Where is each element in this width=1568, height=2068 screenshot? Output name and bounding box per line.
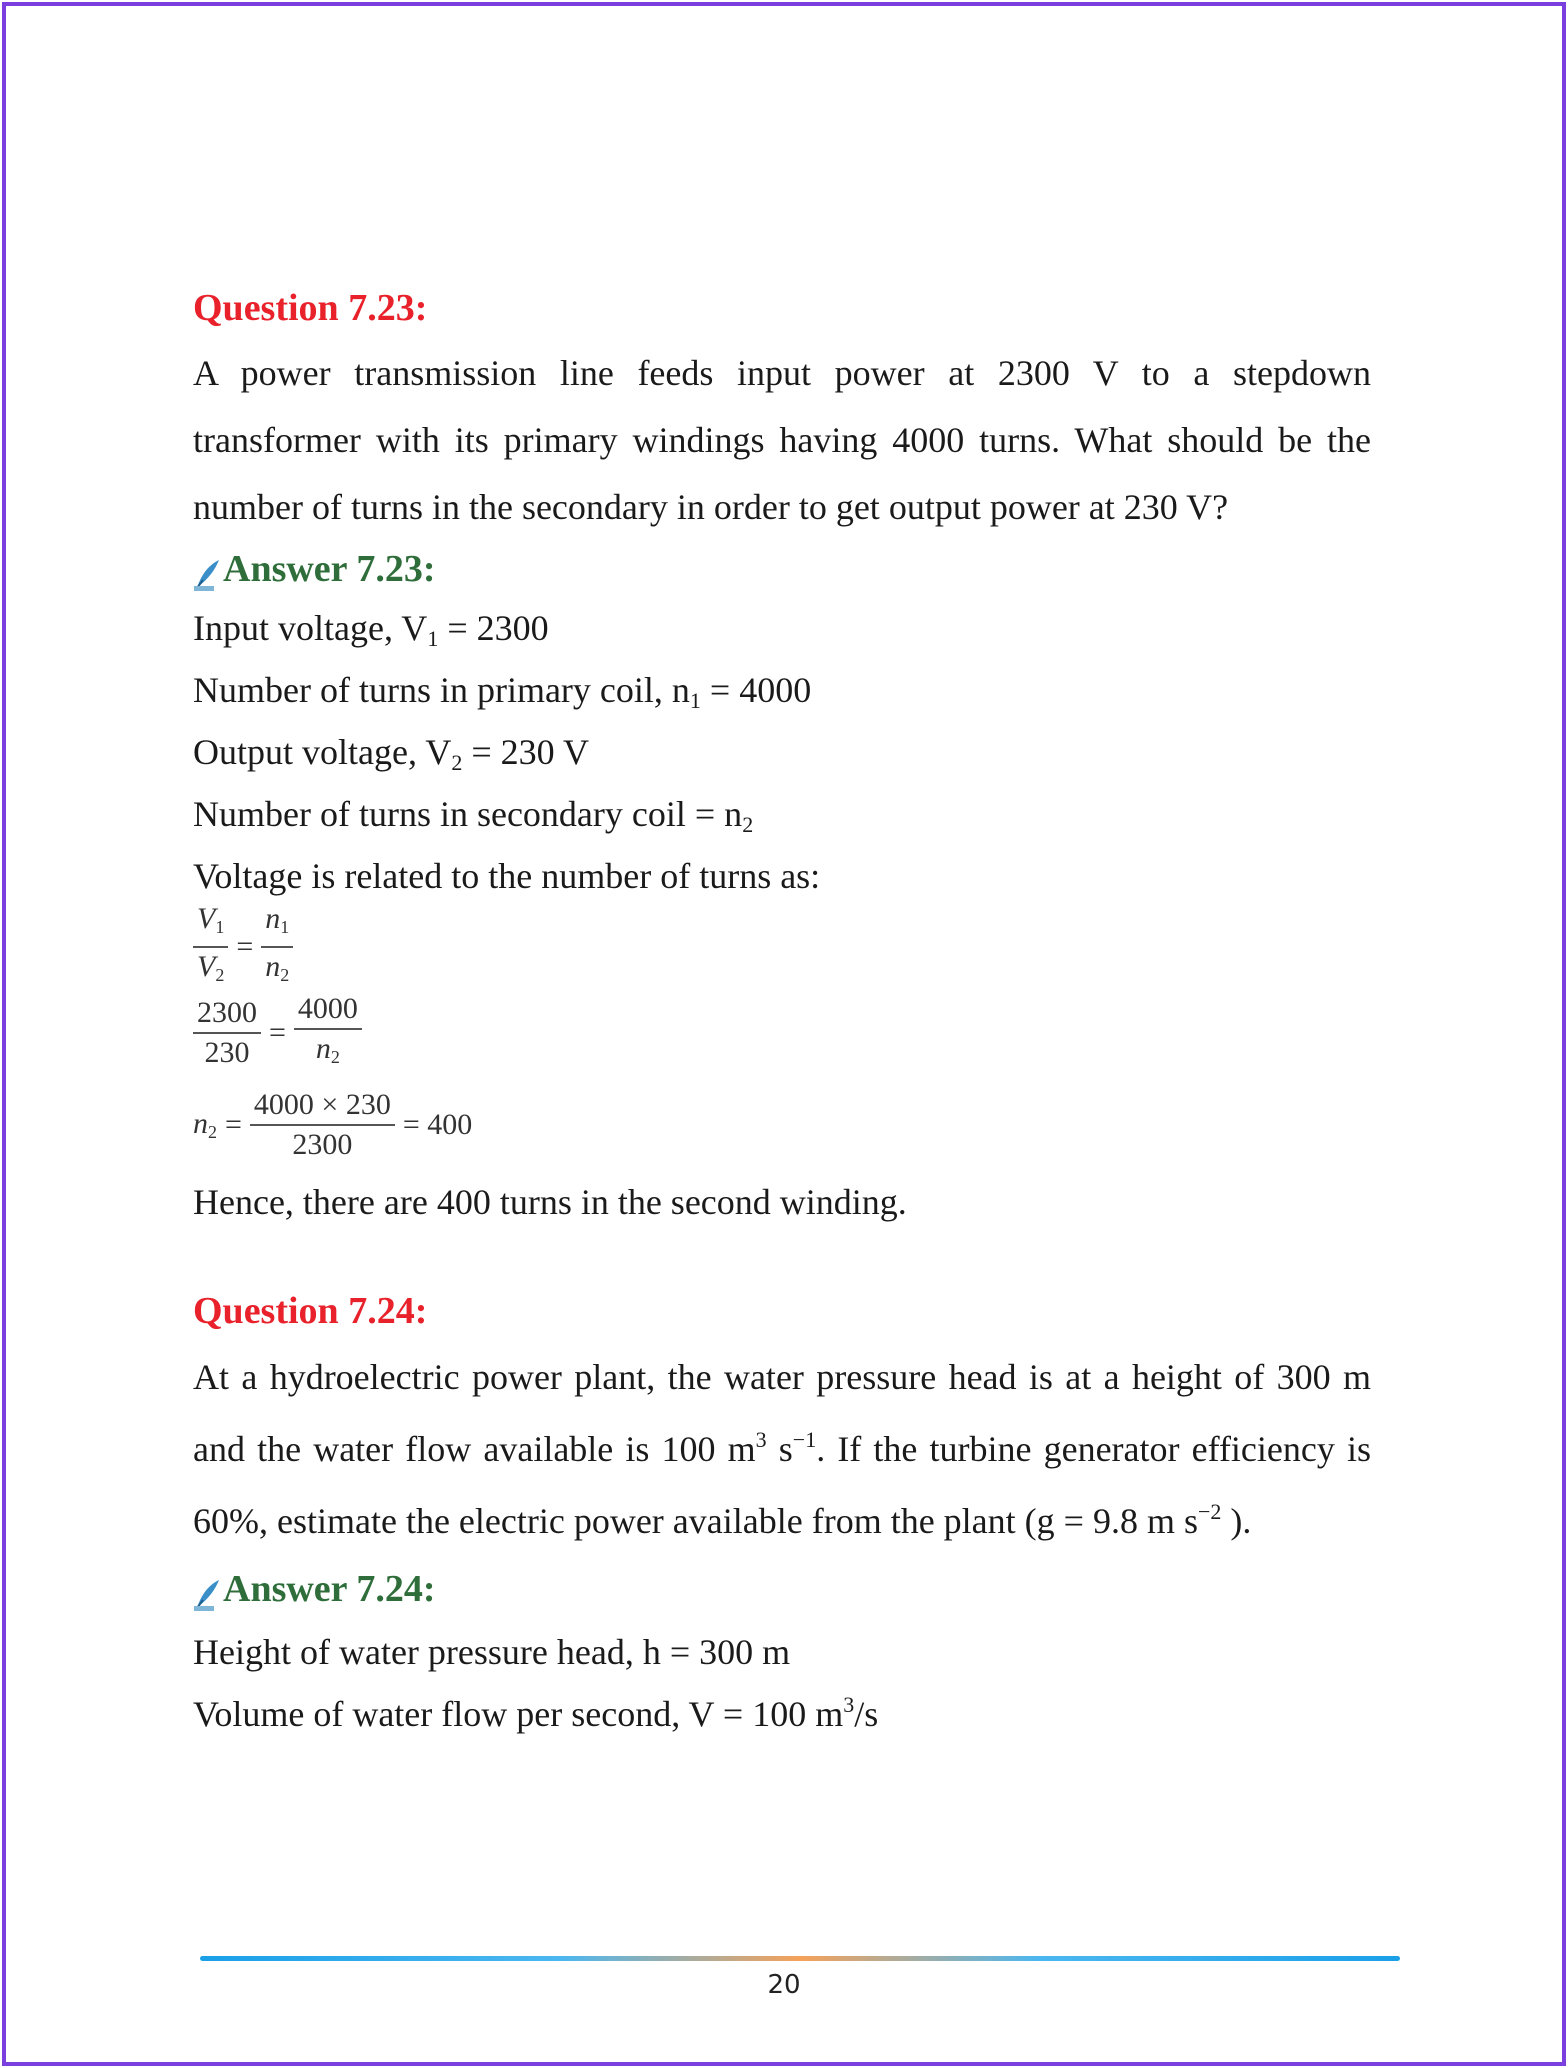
secondary-turns-line: Number of turns in secondary coil = $n_2$ bbox=[193, 794, 754, 837]
footer-divider bbox=[200, 1956, 1400, 1961]
page-content bbox=[193, 280, 1371, 1745]
solution-result: = 400 bbox=[402, 1108, 473, 1141]
primary-turns-line: Number of turns in primary coil, $n_1 = 4000$ bbox=[193, 670, 812, 713]
fraction-voltage-values: $\frac{2300}{230}$ bbox=[193, 994, 261, 1072]
page-number: 20 bbox=[767, 1970, 801, 2000]
answer-heading-row bbox=[193, 1561, 1371, 1617]
answer-heading-row bbox=[193, 541, 1371, 597]
solution-lhs: n2 bbox=[193, 1107, 217, 1142]
answer-heading: Answer 7.24: bbox=[223, 1568, 436, 1610]
output-voltage-line: Output voltage, $V_2 = 230$ V bbox=[193, 732, 589, 775]
equation-values: $\frac{2300}{230}$ = $\frac{4000}{n2}$ bbox=[193, 987, 1371, 1079]
fraction-turns-values: $\frac{4000}{n2}$ bbox=[294, 990, 362, 1076]
quill-pen-icon bbox=[193, 1572, 221, 1606]
conclusion-line: Hence, there are 400 turns in the second winding. bbox=[193, 1182, 907, 1222]
question-text: At a hydroelectric power plant, the water pressure head is at a height of 300 m and the water flow available is 100 $m^3$ $s^{-1}$. If the turbine generator efficiency is 60%, estimate the electric power available from the plant (g = 9.8 m $s^{-2}$ ). bbox=[193, 1357, 1371, 1541]
question-text: A power transmission line feeds input power at 2300 V to a stepdown transformer with its primary windings having 4000 turns. What should be the number of turns in the secondary in order to get output power at 230 V? bbox=[193, 353, 1371, 527]
equation-ratio: $\frac{V1}{V2}$ = $\frac{n1}{n2}$ bbox=[193, 907, 1371, 987]
question-heading: Question 7.24: bbox=[193, 1290, 428, 1332]
question-heading: Question 7.23: bbox=[193, 287, 428, 329]
fraction-voltage: $\frac{V1}{V2}$ bbox=[193, 900, 228, 994]
height-line: Height of water pressure head, h = 300 m bbox=[193, 1632, 791, 1672]
quill-pen-icon bbox=[193, 552, 221, 586]
answer-heading: Answer 7.23: bbox=[223, 548, 436, 590]
input-voltage-line: Input voltage, $V_1 = 2300$ bbox=[193, 608, 549, 651]
fraction-turns: $\frac{n1}{n2}$ bbox=[261, 900, 293, 994]
flow-line: Volume of water flow per second, V = 100 $m^3/s$ bbox=[193, 1692, 879, 1734]
fraction-solution: $\frac{4000 \times 230}{2300}$ bbox=[250, 1086, 395, 1164]
equation-solution: n2 = $\frac{4000 \times 230}{2300}$ = 400 bbox=[193, 1079, 1371, 1171]
relation-line: Voltage is related to the number of turns as: bbox=[193, 856, 821, 896]
